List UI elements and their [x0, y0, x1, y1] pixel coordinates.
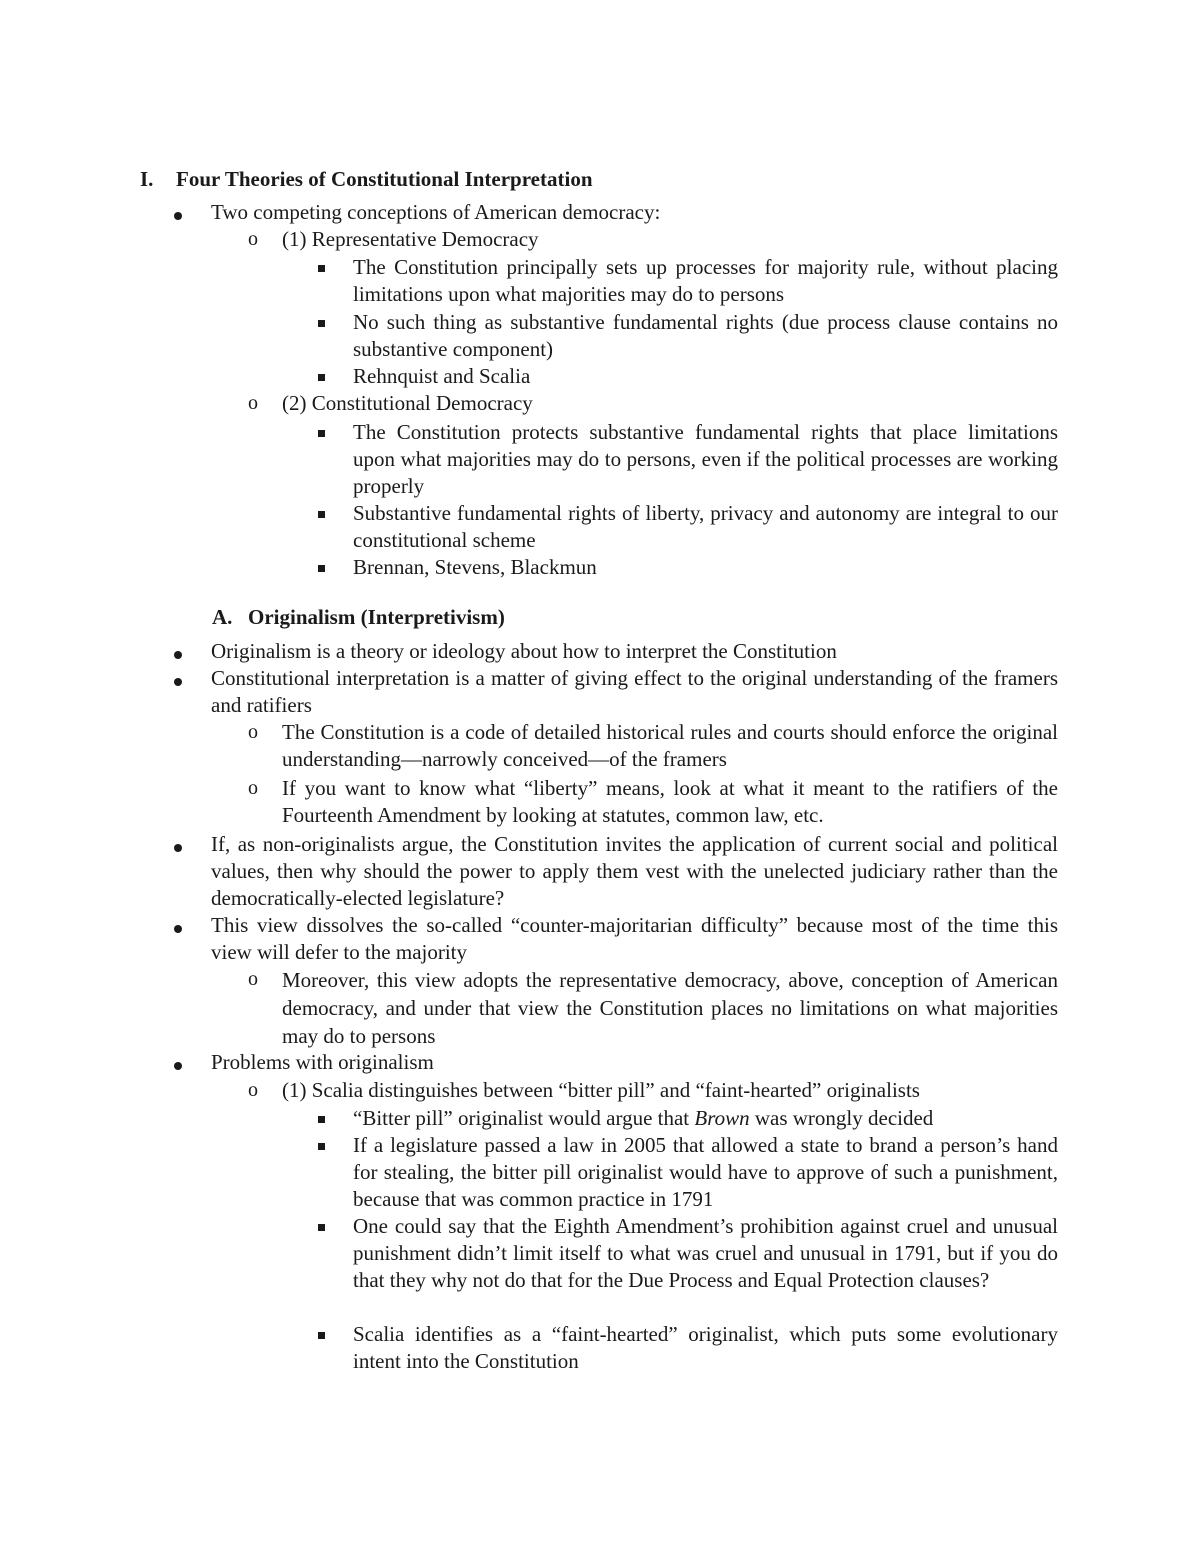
square-bullet-icon	[318, 374, 325, 381]
circle-bullet-icon: o	[248, 777, 258, 799]
sub-bullet-text: The Constitution is a code of detailed historical rules and courts should enforce the original understanding—narrowly conceived—of the framers	[282, 720, 1058, 771]
round-bullet-icon	[174, 925, 182, 933]
round-bullet-icon	[174, 678, 182, 686]
square-bullet-text: The Constitution protects substantive fundamental rights that place limitations upon what majorities may do to persons, even if the political processes are working properly	[353, 420, 1058, 498]
square-bullet-item	[318, 500, 1058, 554]
square-bullet-text: Substantive fundamental rights of liberty, privacy and autonomy are integral to our constitutional scheme	[353, 501, 1058, 552]
square-bullet-item	[318, 1321, 1058, 1375]
square-bullet-text: The Constitution principally sets up processes for majority rule, without placing limitations upon what majorities may do to persons	[353, 255, 1058, 306]
square-bullet-icon	[318, 430, 325, 437]
section-title: Four Theories of Constitutional Interpretation	[176, 167, 593, 191]
subsection-title: Originalism (Interpretivism)	[248, 605, 505, 629]
square-bullet-item	[318, 1105, 1058, 1132]
sub-bullet-text: Moreover, this view adopts the representative democracy, above, conception of American democracy, and under that view the Constitution places no limitations on what majorities may do to persons	[282, 968, 1058, 1048]
square-bullet-icon	[318, 265, 325, 272]
square-bullet-text: Rehnquist and Scalia	[353, 364, 531, 388]
square-bullet-text: Brennan, Stevens, Blackmun	[353, 555, 597, 579]
square-bullet-item	[318, 254, 1058, 308]
round-bullet-icon	[174, 844, 182, 852]
case-name: Brown	[694, 1106, 750, 1130]
bullet-text: Two competing conceptions of American democracy:	[211, 200, 661, 224]
sub-bullet-item	[248, 966, 1058, 1050]
sub-bullet-item	[248, 1077, 1058, 1104]
circle-bullet-icon: o	[248, 392, 258, 414]
sub-bullet-text: (2) Constitutional Democracy	[282, 391, 533, 415]
circle-bullet-icon: o	[248, 721, 258, 743]
round-bullet-icon	[174, 1062, 182, 1070]
bullet-text: This view dissolves the so-called “counter-majoritarian difficulty” because most of the time this view will defer to the majority	[211, 913, 1058, 964]
circle-bullet-icon: o	[248, 228, 258, 250]
square-bullet-icon	[318, 1332, 325, 1339]
bullet-text: Constitutional interpretation is a matter of giving effect to the original understanding of the framers and ratifiers	[211, 666, 1058, 717]
square-bullet-text	[353, 1105, 1058, 1132]
square-bullet-icon	[318, 1116, 325, 1123]
square-bullet-item	[318, 554, 1058, 581]
bullet-text: If, as non-originalists argue, the Constitution invites the application of current social and political values, then why should the power to apply them vest with the unelected judiciary rather than the democratically-elected legislature?	[211, 832, 1058, 910]
bullet-text: Problems with originalism	[211, 1050, 434, 1074]
subsection-heading	[212, 604, 505, 631]
square-bullet-icon	[318, 1143, 325, 1150]
square-bullet-item	[318, 309, 1058, 363]
bullet-item	[175, 199, 1058, 226]
section-heading	[140, 166, 593, 193]
square-bullet-icon	[318, 320, 325, 327]
bitter-pill-text: was wrongly decided	[749, 1106, 934, 1130]
sub-bullet-item	[248, 775, 1058, 829]
square-bullet-text: One could say that the Eighth Amendment’s prohibition against cruel and unusual punishment didn’t limit itself to what was cruel and unusual in 1791, but if you do that they why not do that for the Due Process and Equal Protection clauses?	[353, 1214, 1058, 1292]
sub-bullet-item	[248, 390, 1058, 417]
square-bullet-text: Scalia identifies as a “faint-hearted” originalist, which puts some evolutionary intent into the Constitution	[353, 1322, 1058, 1373]
sub-bullet-item	[248, 719, 1058, 773]
sub-bullet-text: If you want to know what “liberty” means, look at what it meant to the ratifiers of the Fourteenth Amendment by looking at statutes, common law, etc.	[282, 776, 1058, 827]
bullet-item	[175, 831, 1058, 912]
circle-bullet-icon: o	[248, 1079, 258, 1101]
round-bullet-icon	[174, 212, 182, 220]
square-bullet-item	[318, 1132, 1058, 1213]
round-bullet-icon	[174, 651, 182, 659]
square-bullet-icon	[318, 565, 325, 572]
bullet-item	[175, 638, 1058, 665]
square-bullet-icon	[318, 511, 325, 518]
bitter-pill-text: “Bitter pill” originalist would argue that	[353, 1106, 695, 1130]
bullet-item	[175, 912, 1058, 966]
square-bullet-item	[318, 419, 1058, 500]
bullet-text: Originalism is a theory or ideology about how to interpret the Constitution	[211, 639, 837, 663]
section-number: I.	[140, 167, 154, 191]
bullet-item	[175, 665, 1058, 719]
subsection-letter: A.	[212, 605, 233, 629]
square-bullet-item	[318, 1213, 1058, 1294]
bullet-item	[175, 1049, 1058, 1076]
sub-bullet-text: (1) Representative Democracy	[282, 227, 539, 251]
sub-bullet-item	[248, 226, 1058, 253]
square-bullet-text: No such thing as substantive fundamental rights (due process clause contains no substantive component)	[353, 310, 1058, 361]
square-bullet-text: If a legislature passed a law in 2005 that allowed a state to brand a person’s hand for stealing, the bitter pill originalist would have to approve of such a punishment, because that was common practice in 1791	[353, 1133, 1058, 1211]
sub-bullet-text: (1) Scalia distinguishes between “bitter pill” and “faint-hearted” originalists	[282, 1078, 920, 1102]
square-bullet-item	[318, 363, 1058, 390]
square-bullet-icon	[318, 1224, 325, 1231]
circle-bullet-icon: o	[248, 968, 258, 990]
